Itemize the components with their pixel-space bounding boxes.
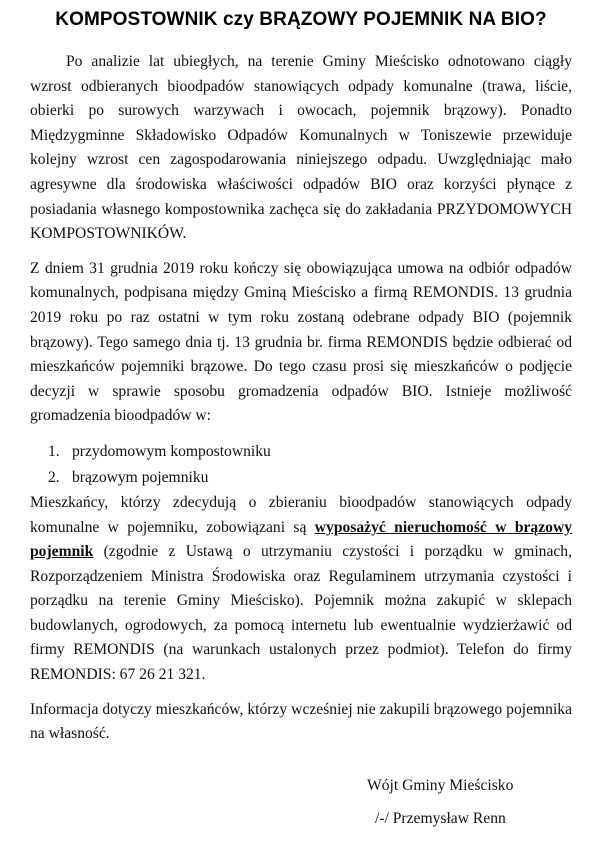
signature-name: /-/ Przemysław Renn <box>375 810 506 827</box>
list-item-text: brązowym pojemniku <box>72 468 209 486</box>
document-title: KOMPOSTOWNIK czy BRĄZOWY POJEMNIK NA BIO? <box>55 9 547 30</box>
signature-office: Wójt Gminy Mieścisko <box>367 777 514 794</box>
list-item-number: 1. <box>48 442 60 460</box>
paragraph-contract: Z dniem 31 grudnia 2019 roku kończy się obowiązująca umowa na odbiór odpadów komunalnych, podpisana między Gminą Mieścisko a firmą REMONDIS. 13 grudnia 2019 roku po raz ostatni w tym roku zostaną odebrane odpady BIO (pojemnik brązowy). Tego samego dnia tj. 13 grudnia br. firma REMONDIS będzie odbierać od mieszkańców pojemniki brązowe. Do tego czasu prosi się mieszkańców o podjęcie decyzji w sprawie sposobu gromadzenia odpadów BIO. Istnieje możliwość gromadzenia bioodpadów w: <box>30 259 572 425</box>
paragraph-obligations <box>30 491 572 688</box>
options-list <box>30 439 572 491</box>
obligations-emphasis: wyposażyć nieruchomość w brązowy pojemnik <box>30 518 573 561</box>
obligations-text-after: (zgodnie z Ustawą o utrzymaniu czystości i porządku w gminach, Rozporządzeniem Ministra Środowiska oraz Regulaminem utrzymania czystości i porządku na terenie Gminy Mieścisko). Pojemnik można zakupić w sklepach budowlanych, ogrodowych, za pomocą internetu lub ewentualnie wydzierżawić od firmy REMONDIS (na warunkach ustalonych przez podmiot). Telefon do firmy REMONDIS: 67 26 21 321. <box>30 543 572 684</box>
obligations-text-before: Mieszkańcy, którzy zdecydują o zbieraniu bioodpadów stanowiących odpady komunalne w pojemniku, zobowiązani są <box>30 493 572 536</box>
paragraph-note: Informacja dotyczy mieszkańców, którzy wcześniej nie zakupili brązowego pojemnika na własność. <box>30 700 572 743</box>
paragraph-intro: Po analizie lat ubiegłych, na terenie Gminy Mieścisko odnotowano ciągły wzrost odbieranych bioodpadów stanowiących odpady komunalne (trawa, liście, obierki po surowych warzywach i owocach, pojemnik brązowy). Ponadto Międzygminne Składowisko Odpadów Komunalnych w Toniszewie przewiduje kolejny wzrost cen zagospodarowania niniejszego odpadu. Uwzględniając mało agresywne dla środowiska właściwości odpadów BIO oraz korzyści płynące z posiadania własnego kompostownika zachęca się do zakładania PRZYDOMOWYCH KOMPOSTOWNIKÓW. <box>30 53 572 243</box>
list-item-number: 2. <box>48 468 60 486</box>
list-item-text: przydomowym kompostowniku <box>72 442 271 460</box>
list-item <box>30 439 572 465</box>
list-item <box>30 465 572 491</box>
